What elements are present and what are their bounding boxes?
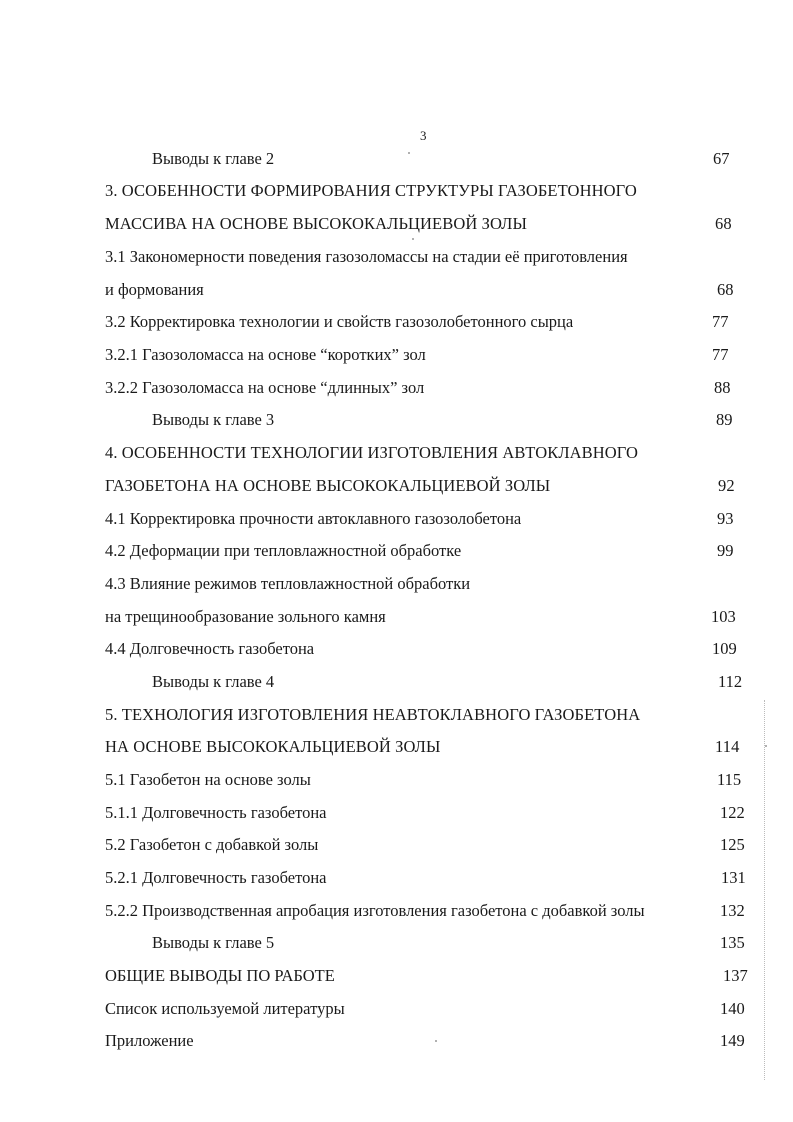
toc-entry[interactable]: [105, 963, 751, 989]
toc-entry-page: 103: [711, 607, 736, 626]
toc-entry[interactable]: [105, 571, 751, 597]
page-number: 3: [420, 128, 427, 143]
toc-entry-page: 137: [723, 966, 748, 985]
toc-entry-page: 125: [720, 835, 745, 854]
toc-entry-title: Выводы к главе 4: [152, 672, 275, 691]
toc-entry[interactable]: [105, 506, 751, 532]
toc-entry-title: 4.3 Влияние режимов тепловлажностной обработки: [105, 574, 471, 593]
toc-entry[interactable]: [105, 669, 751, 695]
toc-entry[interactable]: [105, 407, 751, 433]
toc-entry-title: 5.2.1 Долговечность газобетона: [105, 868, 327, 887]
toc-entry-page: 131: [721, 868, 746, 887]
toc-entry-title: 4.4 Долговечность газобетона: [105, 639, 315, 658]
toc-entry-page: 112: [718, 672, 743, 691]
toc-entry-page: 115: [717, 770, 742, 789]
toc-entry-title: 5.2.2 Производственная апробация изготовления газобетона с добавкой золы: [105, 901, 645, 920]
scan-speck: [435, 1040, 437, 1042]
toc-entry[interactable]: [105, 375, 751, 401]
toc-entry[interactable]: [105, 538, 751, 564]
toc-entry-title: и формования: [105, 280, 204, 299]
toc-entry-title: 4.2 Деформации при тепловлажностной обработке: [105, 541, 462, 560]
toc-entry[interactable]: [105, 898, 751, 924]
toc-entry-page: 114: [715, 737, 740, 756]
toc-entry[interactable]: [105, 800, 751, 826]
toc-entry-title: 4.1 Корректировка прочности автоклавного газозолобетона: [105, 509, 522, 528]
toc-entry-page: 68: [717, 280, 734, 299]
toc-entry-page: 135: [720, 933, 745, 952]
toc-entry-page: 89: [716, 410, 733, 429]
toc-entry[interactable]: [105, 178, 751, 204]
toc-entry-page: 68: [715, 214, 732, 233]
toc-entry-page: 93: [717, 509, 734, 528]
toc-entry[interactable]: [105, 309, 751, 335]
toc-entry[interactable]: [105, 1028, 751, 1054]
toc-entry-title: Приложение: [105, 1031, 194, 1050]
toc-entry[interactable]: [105, 342, 751, 368]
toc-entry-title: на трещинообразование зольного камня: [105, 607, 386, 626]
toc-entry-page: 149: [720, 1031, 745, 1050]
toc-entry-page: 109: [712, 639, 737, 658]
toc-entry[interactable]: [105, 636, 751, 662]
toc-entry[interactable]: [105, 277, 751, 303]
scan-speck: [765, 745, 767, 747]
toc-entry[interactable]: [105, 440, 751, 466]
scan-speck: [408, 152, 410, 154]
toc-entry-title: 5.1 Газобетон на основе золы: [105, 770, 311, 789]
toc-entry-page: 122: [720, 803, 745, 822]
toc-entry[interactable]: [105, 604, 751, 630]
toc-entry[interactable]: [105, 473, 751, 499]
scan-edge-artifact: [763, 700, 765, 1080]
toc-entry[interactable]: [105, 996, 751, 1022]
toc-entry-page: 99: [717, 541, 734, 560]
toc-entry-title: 3.2.1 Газозоломасса на основе “коротких” зол: [105, 345, 426, 364]
toc-entry-page: 140: [720, 999, 745, 1018]
toc-entry[interactable]: [105, 211, 751, 237]
toc-entry-title: МАССИВА НА ОСНОВЕ ВЫСОКОКАЛЬЦИЕВОЙ ЗОЛЫ: [105, 214, 527, 233]
toc-entry-title: 4. ОСОБЕННОСТИ ТЕХНОЛОГИИ ИЗГОТОВЛЕНИЯ АВТОКЛАВНОГО: [105, 443, 639, 462]
toc-entry[interactable]: [105, 767, 751, 793]
toc-entry[interactable]: [105, 146, 751, 172]
toc-entry-title: 3. ОСОБЕННОСТИ ФОРМИРОВАНИЯ СТРУКТУРЫ ГАЗОБЕТОННОГО: [105, 181, 637, 200]
toc-entry[interactable]: [105, 702, 751, 728]
toc-entry[interactable]: [105, 734, 751, 760]
toc-entry-title: 3.1 Закономерности поведения газозоломассы на стадии её приготовления: [105, 247, 628, 266]
toc-entry-title: 5.2 Газобетон с добавкой золы: [105, 835, 319, 854]
toc-entry-title: Выводы к главе 5: [152, 933, 275, 952]
toc-entry-page: 88: [714, 378, 731, 397]
toc-entry-title: Список используемой литературы: [105, 999, 345, 1018]
toc-entry-page: 132: [720, 901, 745, 920]
toc-entry-title: 5. ТЕХНОЛОГИЯ ИЗГОТОВЛЕНИЯ НЕАВТОКЛАВНОГО ГАЗОБЕТОНА: [105, 705, 641, 724]
toc-entry-title: ГАЗОБЕТОНА НА ОСНОВЕ ВЫСОКОКАЛЬЦИЕВОЙ ЗОЛЫ: [105, 476, 551, 495]
toc-entry[interactable]: [105, 832, 751, 858]
toc-entry-page: 67: [713, 149, 730, 168]
scan-speck: [412, 238, 414, 240]
toc-entry-title: Выводы к главе 3: [152, 410, 275, 429]
toc-entry[interactable]: [105, 865, 751, 891]
toc-entry[interactable]: [105, 244, 751, 270]
toc-entry-title: Выводы к главе 2: [152, 149, 275, 168]
toc-entry-page: 77: [712, 312, 729, 331]
toc-entry-title: 3.2 Корректировка технологии и свойств газозолобетонного сырца: [105, 312, 574, 331]
toc-entry-page: 77: [712, 345, 729, 364]
toc-entry-title: НА ОСНОВЕ ВЫСОКОКАЛЬЦИЕВОЙ ЗОЛЫ: [105, 737, 441, 756]
toc-entry-title: 5.1.1 Долговечность газобетона: [105, 803, 327, 822]
toc-entry-page: 92: [718, 476, 735, 495]
toc-entry-title: ОБЩИЕ ВЫВОДЫ ПО РАБОТЕ: [105, 966, 335, 985]
toc-entry-title: 3.2.2 Газозоломасса на основе “длинных” зол: [105, 378, 425, 397]
toc-entry[interactable]: [105, 930, 751, 956]
